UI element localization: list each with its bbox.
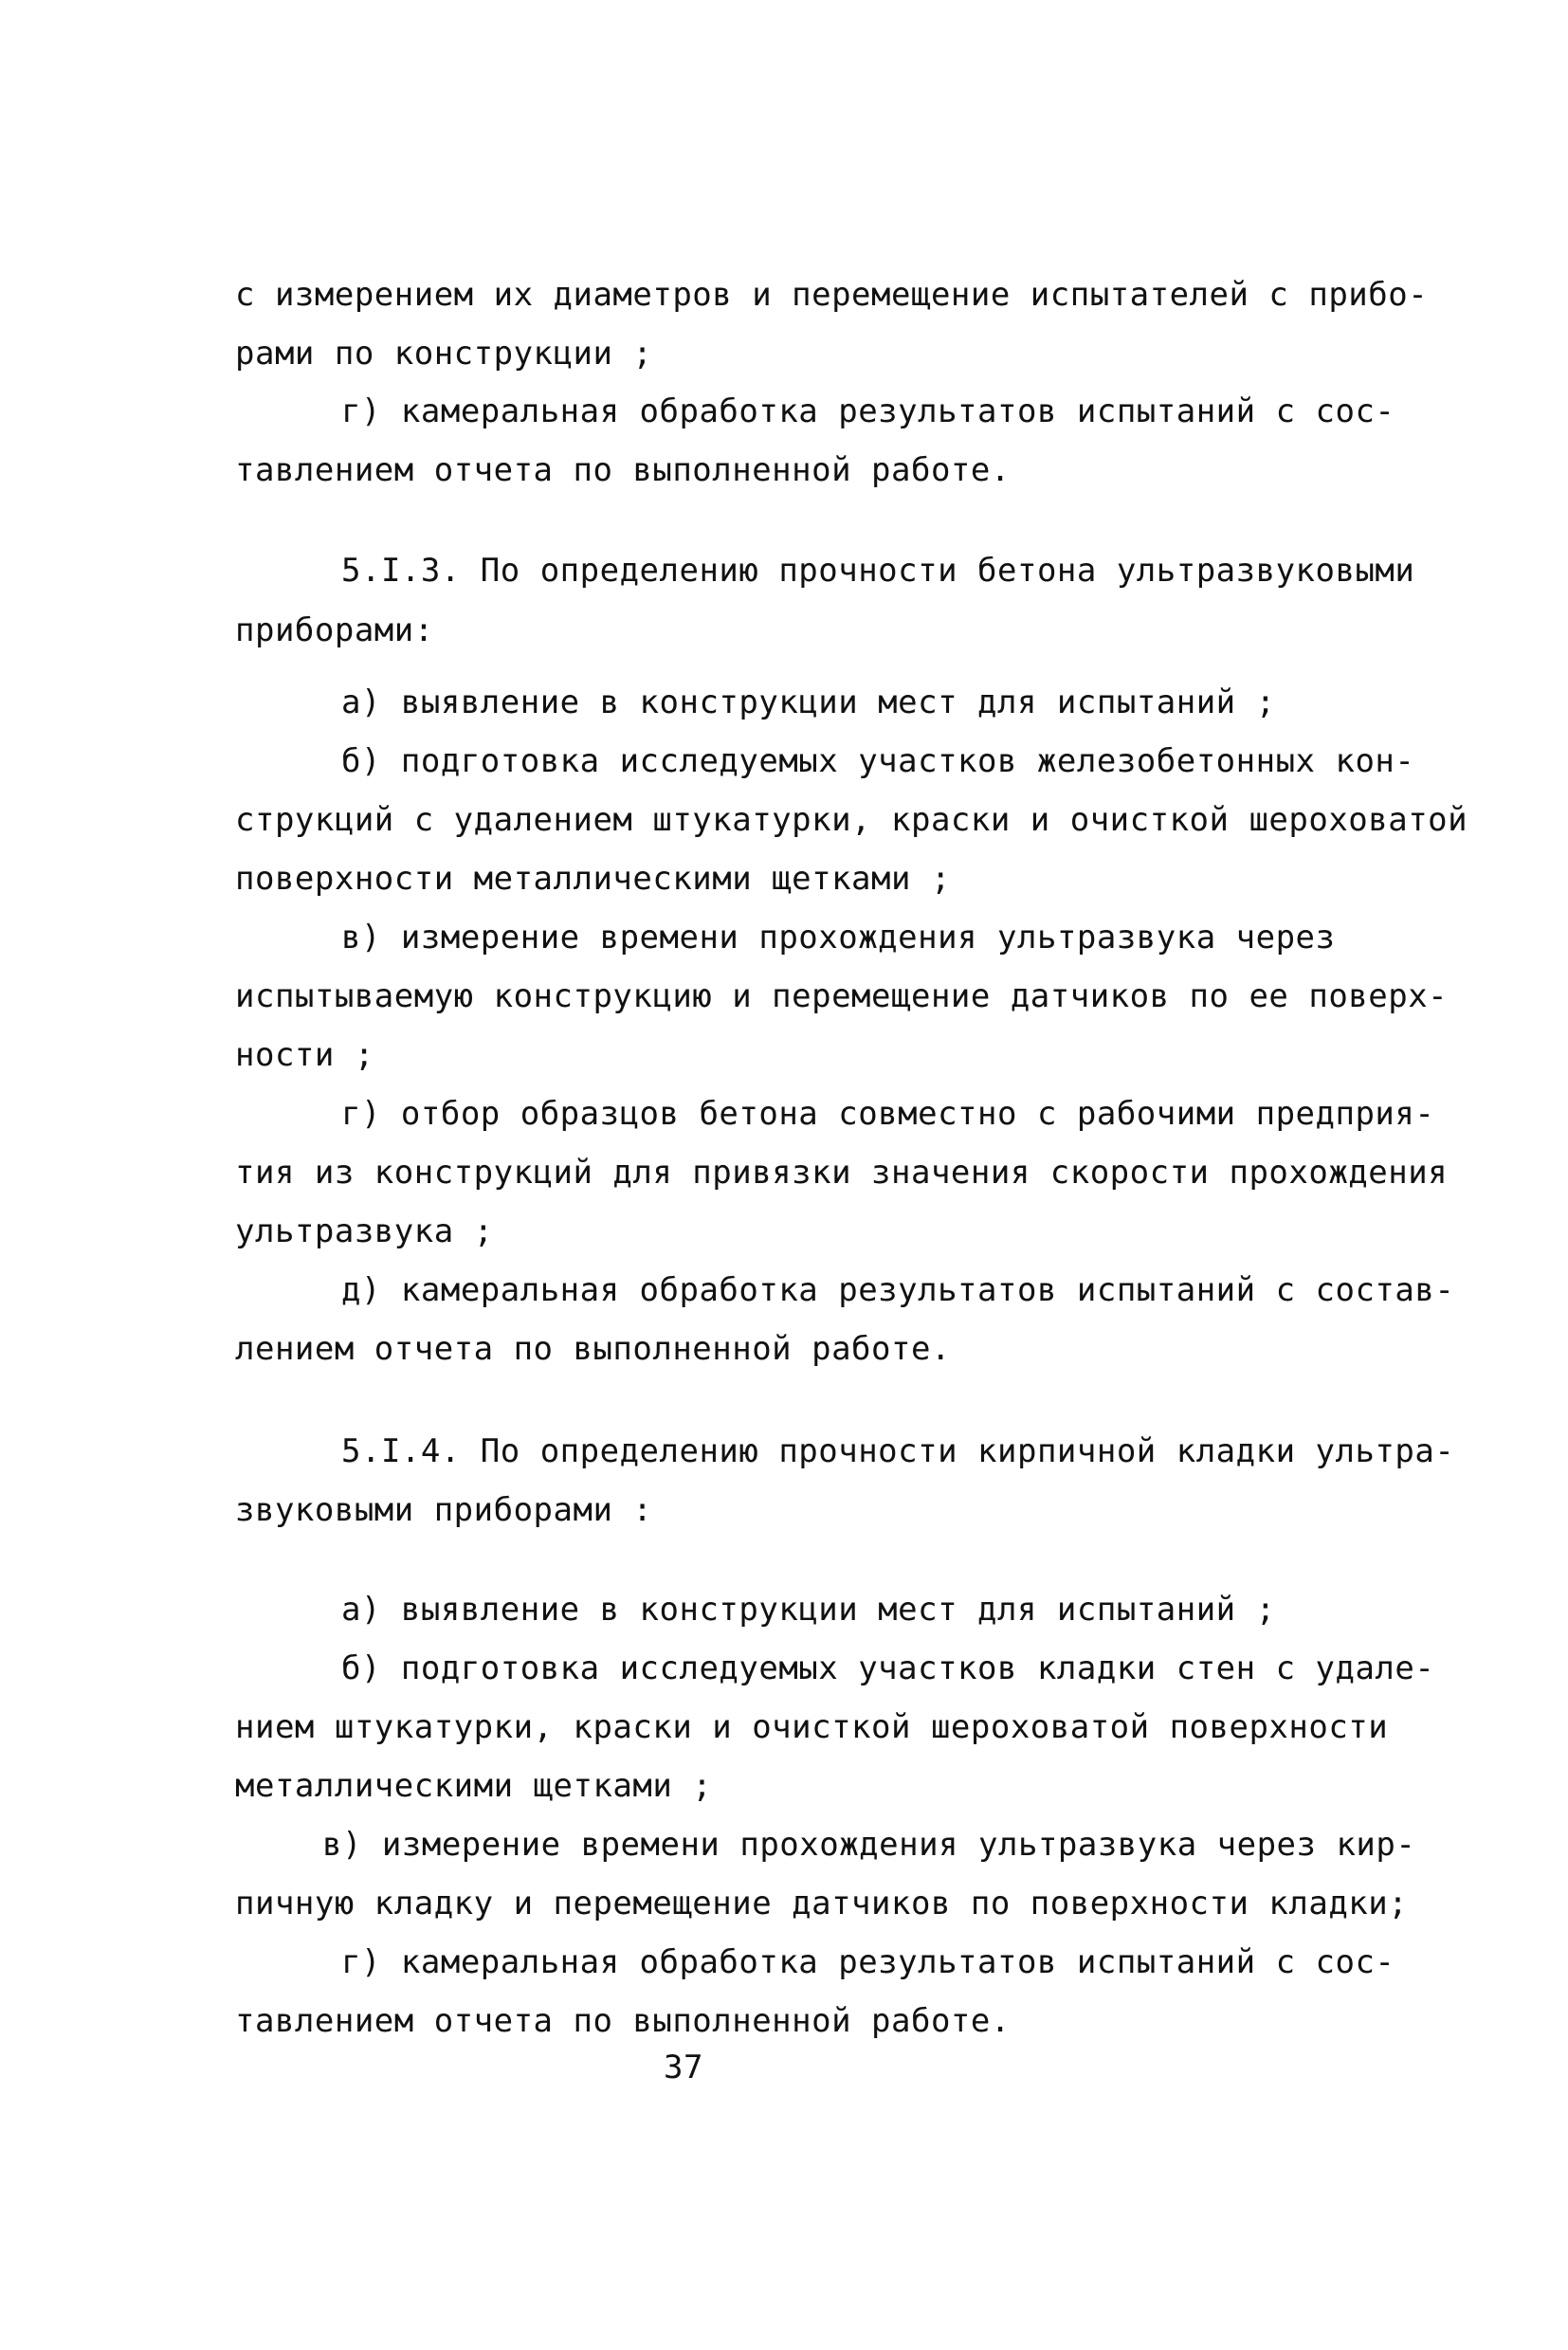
text-line: поверхности металлическими щетками ; [235,860,951,898]
section-heading: 5.I.4. По определению прочности кирпичной кладки ультра- [341,1432,1455,1470]
text-line: испытываемую конструкцию и перемещение датчиков по ее поверх- [235,977,1449,1015]
text-line: приборами: [235,611,434,649]
text-line: пичную кладку и перемещение датчиков по поверхности кладки; [235,1885,1409,1922]
text-line: д) камеральная обработка результатов испытаний с состав- [341,1271,1455,1309]
text-line: тавлением отчета по выполненной работе. [235,451,1011,489]
text-line: в) измерение времени прохождения ультразвука через кир- [322,1826,1416,1864]
text-line: рами по конструкции ; [235,335,653,373]
text-line: г) камеральная обработка результатов испытаний с сос- [341,1943,1395,1981]
text-line: в) измерение времени прохождения ультразвука через [341,919,1336,956]
text-line: металлическими щетками ; [235,1767,713,1805]
text-line: г) отбор образцов бетона совместно с рабочими предприя- [341,1095,1435,1133]
text-line: нием штукатурки, краски и очисткой шероховатой поверхности [235,1708,1389,1746]
text-line: а) выявление в конструкции мест для испытаний ; [341,1591,1276,1629]
text-line: струкций с удалением штукатурки, краски и очисткой шероховатой [235,801,1468,839]
text-line: г) камеральная обработка результатов испытаний с сос- [341,392,1395,430]
text-line: тавлением отчета по выполненной работе. [235,2002,1011,2040]
text-line: звуковыми приборами : [235,1491,653,1529]
text-line: ультразвука ; [235,1212,494,1250]
text-line: б) подготовка исследуемых участков кладки стен с удале- [341,1649,1435,1687]
section-heading: 5.I.3. По определению прочности бетона ультразвуковыми [341,552,1415,590]
text-line: б) подготовка исследуемых участков железобетонных кон- [341,742,1415,780]
text-line: а) выявление в конструкции мест для испытаний ; [341,683,1276,721]
text-line: лением отчета по выполненной работе. [235,1330,951,1368]
page-number: 37 [664,2049,703,2086]
text-line: ности ; [235,1036,374,1074]
text-line: тия из конструкций для привязки значения скорости прохождения [235,1154,1449,1192]
text-line: с измерением их диаметров и перемещение испытателей с прибо- [235,276,1429,314]
